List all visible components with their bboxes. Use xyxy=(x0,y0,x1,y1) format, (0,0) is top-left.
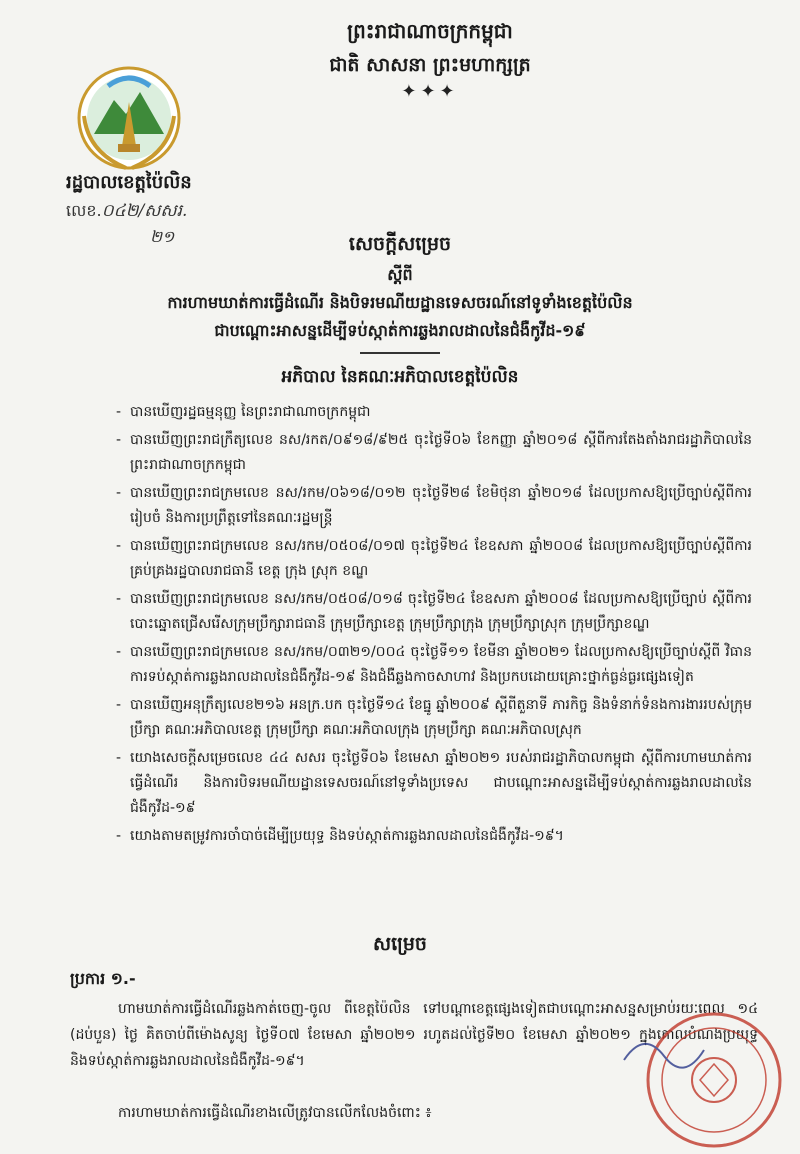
reference-item: - បានឃើញព្រះរាជក្រមលេខ នស/រកម/០៥០៨/០១៨ ចុះថ្ងៃទី២៤ ខែឧសភា ឆ្នាំ២០០៨ ដែលប្រកាសឱ្យប្រើច្បាប់ ស្តីពីការបោះឆ្នោតជ្រើសរើសក្រុមប្រឹក្សារាជធានី ក្រុមប្រឹក្សាខេត្ត ក្រុមប្រឹក្សាក្រុង ក្រុមប្រឹក្សាស្រុក ក្រុមប្រឹក្សាខណ្ឌ xyxy=(116,587,752,637)
reference-item: - បានឃើញព្រះរាជក្រមលេខ នស/រកម/០៥០៨/០១៧ ចុះថ្ងៃទី២៤ ខែឧសភា ឆ្នាំ២០០៨ ដែលប្រកាសឱ្យប្រើច្បាប់ស្តីពីការគ្រប់គ្រងរដ្ឋបាលរាជធានី ខេត្ត ក្រុង ស្រុក ខណ្ឌ xyxy=(116,534,752,584)
document-number-year: ២១ xyxy=(150,227,175,246)
official-stamp-icon xyxy=(604,1000,784,1150)
provincial-seal-icon xyxy=(64,56,194,186)
reference-item: - យោងសេចក្តីសម្រេចលេខ ៤៤ សសរ ចុះថ្ងៃទី០៦ ខែមេសា ឆ្នាំ២០២១ របស់រាជរដ្ឋាភិបាលកម្ពុជា ស្តីពីការហាមឃាត់ការធ្វើដំណើរ និងការបិទរមណីយដ្ឋានទេសចរណ៍នៅទូទាំងប្រទេស ជាបណ្ដោះអាសន្នដើម្បីទប់ស្កាត់ការឆ្លងរាលដាលនៃជំងឺកូវីដ-១៩ xyxy=(116,746,752,821)
reference-item: - បានឃើញព្រះរាជក្រមលេខ នស/រកម/០៦១៨/០១២ ចុះថ្ងៃទី២៨ ខែមិថុនា ឆ្នាំ២០១៨ ដែលប្រកាសឱ្យប្រើច្បាប់ស្តីពីការរៀបចំ និងការប្រព្រឹត្តទៅនៃគណៈរដ្ឋមន្ត្រី xyxy=(116,481,752,531)
subject-line-1: ការហាមឃាត់ការធ្វើដំណើរ និងបិទរមណីយដ្ឋានទេសចរណ៍នៅទូទាំងខេត្តប៉ៃលិន xyxy=(167,293,633,312)
document-number-label: លេខ. xyxy=(66,201,102,220)
title-on: ស្តីពី xyxy=(387,265,413,284)
reference-item: - បានឃើញព្រះរាជក្រមលេខ នស/រកម/០៣២១/០០៤ ចុះថ្ងៃទី១១ ខែមីនា ឆ្នាំ២០២១ ដែលប្រកាសឱ្យប្រើច្បាប់ស្តីពី វិធានការទប់ស្កាត់ការឆ្លងរាលដាលនៃជំងឺកូវីដ-១៩ និងជំងឺឆ្លងកាចសាហាវ និងប្រកបដោយគ្រោះថ្នាក់ធ្ងន់ធ្ងរផ្សេងទៀត xyxy=(116,640,752,690)
kingdom-name: ព្រះរាជាណាចក្រកម្ពុជា xyxy=(347,19,513,43)
title-divider xyxy=(360,352,440,354)
reference-item: - បានឃើញអនុក្រឹត្យលេខ២១៦ អនក្រ.បក ចុះថ្ងៃទី១៤ ខែធ្នូ ឆ្នាំ២០០៩ ស្តីពីតួនាទី ភារកិច្ច និងទំនាក់ទំនងការងាររបស់ក្រុមប្រឹក្សា គណៈអភិបាលខេត្ត ក្រុមប្រឹក្សា គណៈអភិបាលក្រុង ក្រុមប្រឹក្សា គណៈអភិបាលស្រុក xyxy=(116,693,752,743)
governor-heading: អភិបាល នៃគណៈអភិបាលខេត្តប៉ៃលិន xyxy=(281,367,519,387)
document-number-value: ០៤២/សសរ. xyxy=(101,201,188,221)
subject-line-2: ជាបណ្ដោះអាសន្នដើម្បីទប់ស្កាត់ការឆ្លងរាលដាលនៃជំងឺកូវីដ-១៩ xyxy=(214,321,586,340)
reference-item: - បានឃើញព្រះរាជក្រឹត្យលេខ នស/រកត/០៩១៨/៩២៥ ចុះថ្ងៃទី០៦ ខែកញ្ញា ឆ្នាំ២០១៨ ស្តីពីការតែងតាំងរាជរដ្ឋាភិបាលនៃព្រះរាជាណាចក្រកម្ពុជា xyxy=(116,428,752,478)
national-motto: ជាតិ សាសនា ព្រះមហាក្សត្រ xyxy=(329,54,531,76)
reference-item: - បានឃើញរដ្ឋធម្មនុញ្ញ នៃព្រះរាជាណាចក្រកម្ពុជា xyxy=(116,400,752,425)
reference-item: - យោងតាមតម្រូវការចាំបាច់ដើម្បីប្រយុទ្ធ និងទប់ស្កាត់ការឆ្លងរាលដាលនៃជំងឺកូវីដ-១៩។ xyxy=(116,824,752,849)
header-ornament: ✦✦✦ xyxy=(401,81,459,102)
legal-references xyxy=(116,400,752,852)
issuing-authority: រដ្ឋបាលខេត្តប៉ៃលិន xyxy=(66,172,192,193)
document-title: សេចក្តីសម្រេច xyxy=(348,233,452,255)
article-1-exception: ការហាមឃាត់ការធ្វើដំណើរខាងលើត្រូវបានលើកលែងចំពោះ ៖ xyxy=(118,1105,432,1121)
document-number xyxy=(66,200,187,225)
decides-heading: សម្រេច xyxy=(373,933,427,955)
article-1-paragraph: ហាមឃាត់ការធ្វើដំណើរឆ្លងកាត់ចេញ-ចូល ពីខេត្តប៉ៃលិន ទៅបណ្តាខេត្តផ្សេងទៀតជាបណ្ដោះអាសន្នសម្រាប់រយៈពេល ១៤ (ដប់បួន) ថ្ងៃ គិតចាប់ពីម៉ោងសូន្យ ថ្ងៃទី០៧ ខែមេសា ឆ្នាំ២០២១ រហូតដល់ថ្ងៃទី២០ ខែមេសា ឆ្នាំ២០២១ ក្នុងគោលបំណងប្រយុទ្ធ និងទប់ស្កាត់ការឆ្លងរាលដាលនៃជំងឺកូវីដ-១៩។ xyxy=(70,1001,758,1069)
article-1-heading: ប្រការ ១.- xyxy=(70,969,136,988)
kingdom-header xyxy=(230,14,630,102)
